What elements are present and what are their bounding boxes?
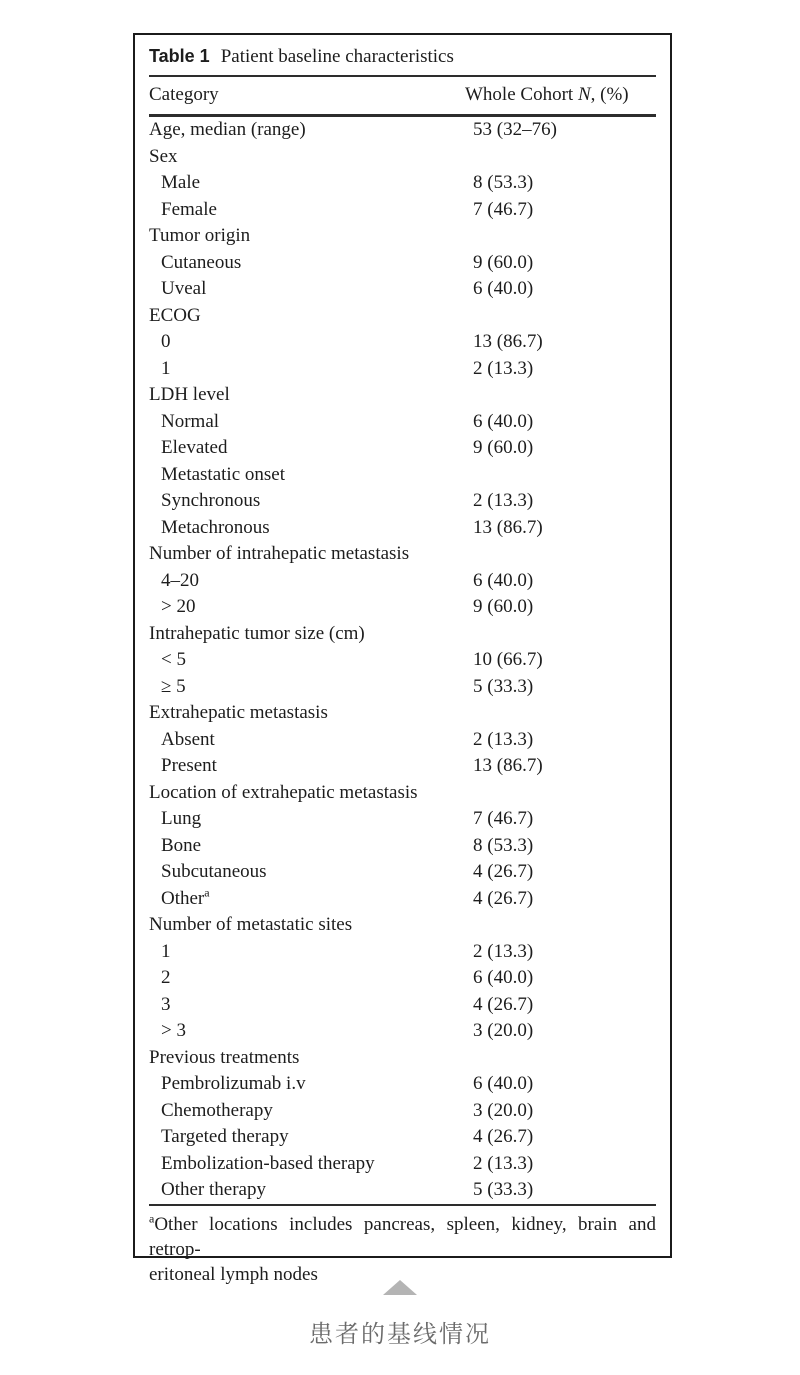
row-label: > 3 bbox=[161, 1020, 186, 1041]
row-label: Embolization-based therapy bbox=[161, 1152, 375, 1174]
table-row bbox=[149, 594, 656, 621]
table-row bbox=[149, 250, 656, 277]
row-value: 7 (46.7) bbox=[473, 198, 534, 220]
row-label: Normal bbox=[161, 410, 220, 432]
table-row bbox=[149, 382, 656, 409]
row-value: 53 (32–76) bbox=[473, 119, 557, 140]
table-row bbox=[149, 435, 656, 462]
table-row bbox=[149, 674, 656, 701]
table-row bbox=[149, 488, 656, 515]
row-value: 9 (60.0) bbox=[473, 596, 534, 617]
table-row bbox=[149, 356, 656, 383]
row-label: Sex bbox=[149, 145, 178, 167]
row-value: 9 (60.0) bbox=[473, 437, 534, 458]
row-value: 5 (33.3) bbox=[473, 675, 534, 697]
table-row bbox=[149, 939, 656, 966]
table-row bbox=[149, 462, 656, 489]
table-number-label: Table 1 bbox=[149, 46, 210, 66]
row-value: 3 (20.0) bbox=[473, 1020, 534, 1041]
table-row bbox=[149, 568, 656, 595]
row-value: 3 (20.0) bbox=[473, 1099, 534, 1121]
table-row bbox=[149, 303, 656, 330]
row-value: 2 (13.3) bbox=[473, 1152, 534, 1174]
table-row bbox=[149, 700, 656, 727]
row-label: Other therapy bbox=[161, 1179, 266, 1200]
table-row bbox=[149, 780, 656, 807]
table-row bbox=[149, 886, 656, 913]
row-label: Present bbox=[161, 755, 217, 776]
table-row bbox=[149, 992, 656, 1019]
row-value: 6 (40.0) bbox=[473, 569, 534, 591]
table-row bbox=[149, 1177, 656, 1204]
row-label: 4–20 bbox=[161, 569, 199, 591]
footnote-text-1: Other locations includes pancreas, spleen, kidney, brain and retrop- bbox=[149, 1214, 656, 1260]
table-footnote bbox=[149, 1206, 656, 1287]
column-header-value-prefix: Whole Cohort bbox=[465, 84, 578, 105]
table-row bbox=[149, 727, 656, 754]
row-label: 1 bbox=[161, 357, 171, 379]
table-figure bbox=[133, 33, 672, 1285]
row-label: Synchronous bbox=[161, 490, 261, 511]
table-row bbox=[149, 409, 656, 436]
row-value: 13 (86.7) bbox=[473, 516, 543, 538]
table-row bbox=[149, 1098, 656, 1125]
table-row bbox=[149, 170, 656, 197]
table-row bbox=[149, 859, 656, 886]
row-label: Elevated bbox=[161, 437, 228, 458]
row-label: Bone bbox=[161, 834, 202, 856]
column-header-n-symbol: N bbox=[577, 84, 591, 105]
table-row bbox=[149, 144, 656, 171]
table-row bbox=[149, 833, 656, 860]
row-value: 6 (40.0) bbox=[473, 410, 534, 432]
table-row bbox=[149, 1124, 656, 1151]
row-value: 6 (40.0) bbox=[473, 278, 534, 299]
table-row bbox=[149, 223, 656, 250]
row-value: 6 (40.0) bbox=[473, 967, 534, 988]
table-row bbox=[149, 329, 656, 356]
row-label: < 5 bbox=[161, 649, 186, 670]
table-row bbox=[149, 753, 656, 780]
table-row bbox=[149, 276, 656, 303]
divider bbox=[0, 1280, 800, 1300]
column-header-category: Category bbox=[149, 84, 219, 105]
row-label: Tumor origin bbox=[149, 225, 251, 246]
row-value: 2 (13.3) bbox=[473, 940, 534, 962]
table-row bbox=[149, 1018, 656, 1045]
row-label: Intrahepatic tumor size (cm) bbox=[149, 622, 365, 644]
table-row bbox=[149, 806, 656, 833]
triangle-up-icon bbox=[383, 1280, 417, 1295]
row-label: Previous treatments bbox=[149, 1046, 300, 1068]
row-value: 2 (13.3) bbox=[473, 728, 534, 750]
row-value: 2 (13.3) bbox=[473, 490, 534, 511]
row-label: > 20 bbox=[161, 596, 196, 617]
row-label: Lung bbox=[161, 808, 202, 829]
row-value: 4 (26.7) bbox=[473, 993, 534, 1015]
row-value: 6 (40.0) bbox=[473, 1073, 534, 1094]
row-value: 8 (53.3) bbox=[473, 172, 534, 193]
row-label: Female bbox=[161, 198, 217, 220]
row-label: 1 bbox=[161, 940, 171, 962]
row-value: 2 (13.3) bbox=[473, 357, 534, 379]
row-label: Subcutaneous bbox=[161, 861, 267, 882]
row-label: 2 bbox=[161, 967, 171, 988]
row-label: ECOG bbox=[149, 304, 201, 326]
table-title bbox=[149, 43, 656, 68]
row-label: 3 bbox=[161, 993, 171, 1015]
table-row bbox=[149, 1045, 656, 1072]
row-value: 13 (86.7) bbox=[473, 331, 543, 352]
row-label: Extrahepatic metastasis bbox=[149, 702, 328, 723]
table-row bbox=[149, 197, 656, 224]
row-label: Targeted therapy bbox=[161, 1126, 289, 1147]
column-header-value-suffix: , (%) bbox=[590, 84, 629, 105]
row-value: 4 (26.7) bbox=[473, 861, 534, 882]
table-title-text: Patient baseline characteristics bbox=[220, 46, 454, 67]
footnote-line-1 bbox=[149, 1212, 656, 1262]
table-header-row bbox=[149, 77, 656, 114]
footnote-marker: a bbox=[149, 1211, 155, 1226]
row-label: Absent bbox=[161, 728, 215, 750]
row-label: Cutaneous bbox=[161, 251, 242, 273]
row-label: Location of extrahepatic metastasis bbox=[149, 781, 418, 803]
row-value: 5 (33.3) bbox=[473, 1179, 534, 1200]
row-label: Pembrolizumab i.v bbox=[161, 1073, 306, 1094]
row-value: 13 (86.7) bbox=[473, 755, 543, 776]
table-row bbox=[149, 965, 656, 992]
footnote-line-2: eritoneal lymph nodes bbox=[149, 1264, 318, 1285]
row-label: Other$^a$ bbox=[161, 885, 210, 909]
table-row bbox=[149, 647, 656, 674]
figure-caption: 患者的基线情况 bbox=[309, 1321, 491, 1348]
row-value: 7 (46.7) bbox=[473, 808, 534, 829]
column-header-value bbox=[465, 85, 629, 105]
row-label: Number of metastatic sites bbox=[149, 914, 353, 935]
footnote-reference-marker: a bbox=[204, 885, 210, 900]
table-row bbox=[149, 621, 656, 648]
table-row bbox=[149, 1071, 656, 1098]
row-value: 10 (66.7) bbox=[473, 649, 543, 670]
row-value: 8 (53.3) bbox=[473, 834, 534, 856]
row-label: Metachronous bbox=[161, 516, 270, 538]
table-row bbox=[149, 117, 656, 144]
row-label: Chemotherapy bbox=[161, 1099, 273, 1121]
table-row bbox=[149, 1151, 656, 1178]
table-row bbox=[149, 515, 656, 542]
row-label: LDH level bbox=[149, 384, 230, 405]
row-value: 9 (60.0) bbox=[473, 251, 534, 273]
row-label: Number of intrahepatic metastasis bbox=[149, 543, 410, 564]
row-label: Metastatic onset bbox=[161, 463, 285, 485]
row-label: ≥ 5 bbox=[161, 675, 186, 697]
table-row bbox=[149, 912, 656, 939]
row-label: Uveal bbox=[161, 278, 207, 299]
table-body bbox=[149, 117, 656, 1204]
row-label: Male bbox=[161, 172, 201, 193]
row-label: Age, median (range) bbox=[149, 119, 306, 140]
row-value: 4 (26.7) bbox=[473, 1126, 534, 1147]
table-row bbox=[149, 541, 656, 568]
row-label: 0 bbox=[161, 331, 171, 352]
row-value: 4 (26.7) bbox=[473, 887, 534, 909]
